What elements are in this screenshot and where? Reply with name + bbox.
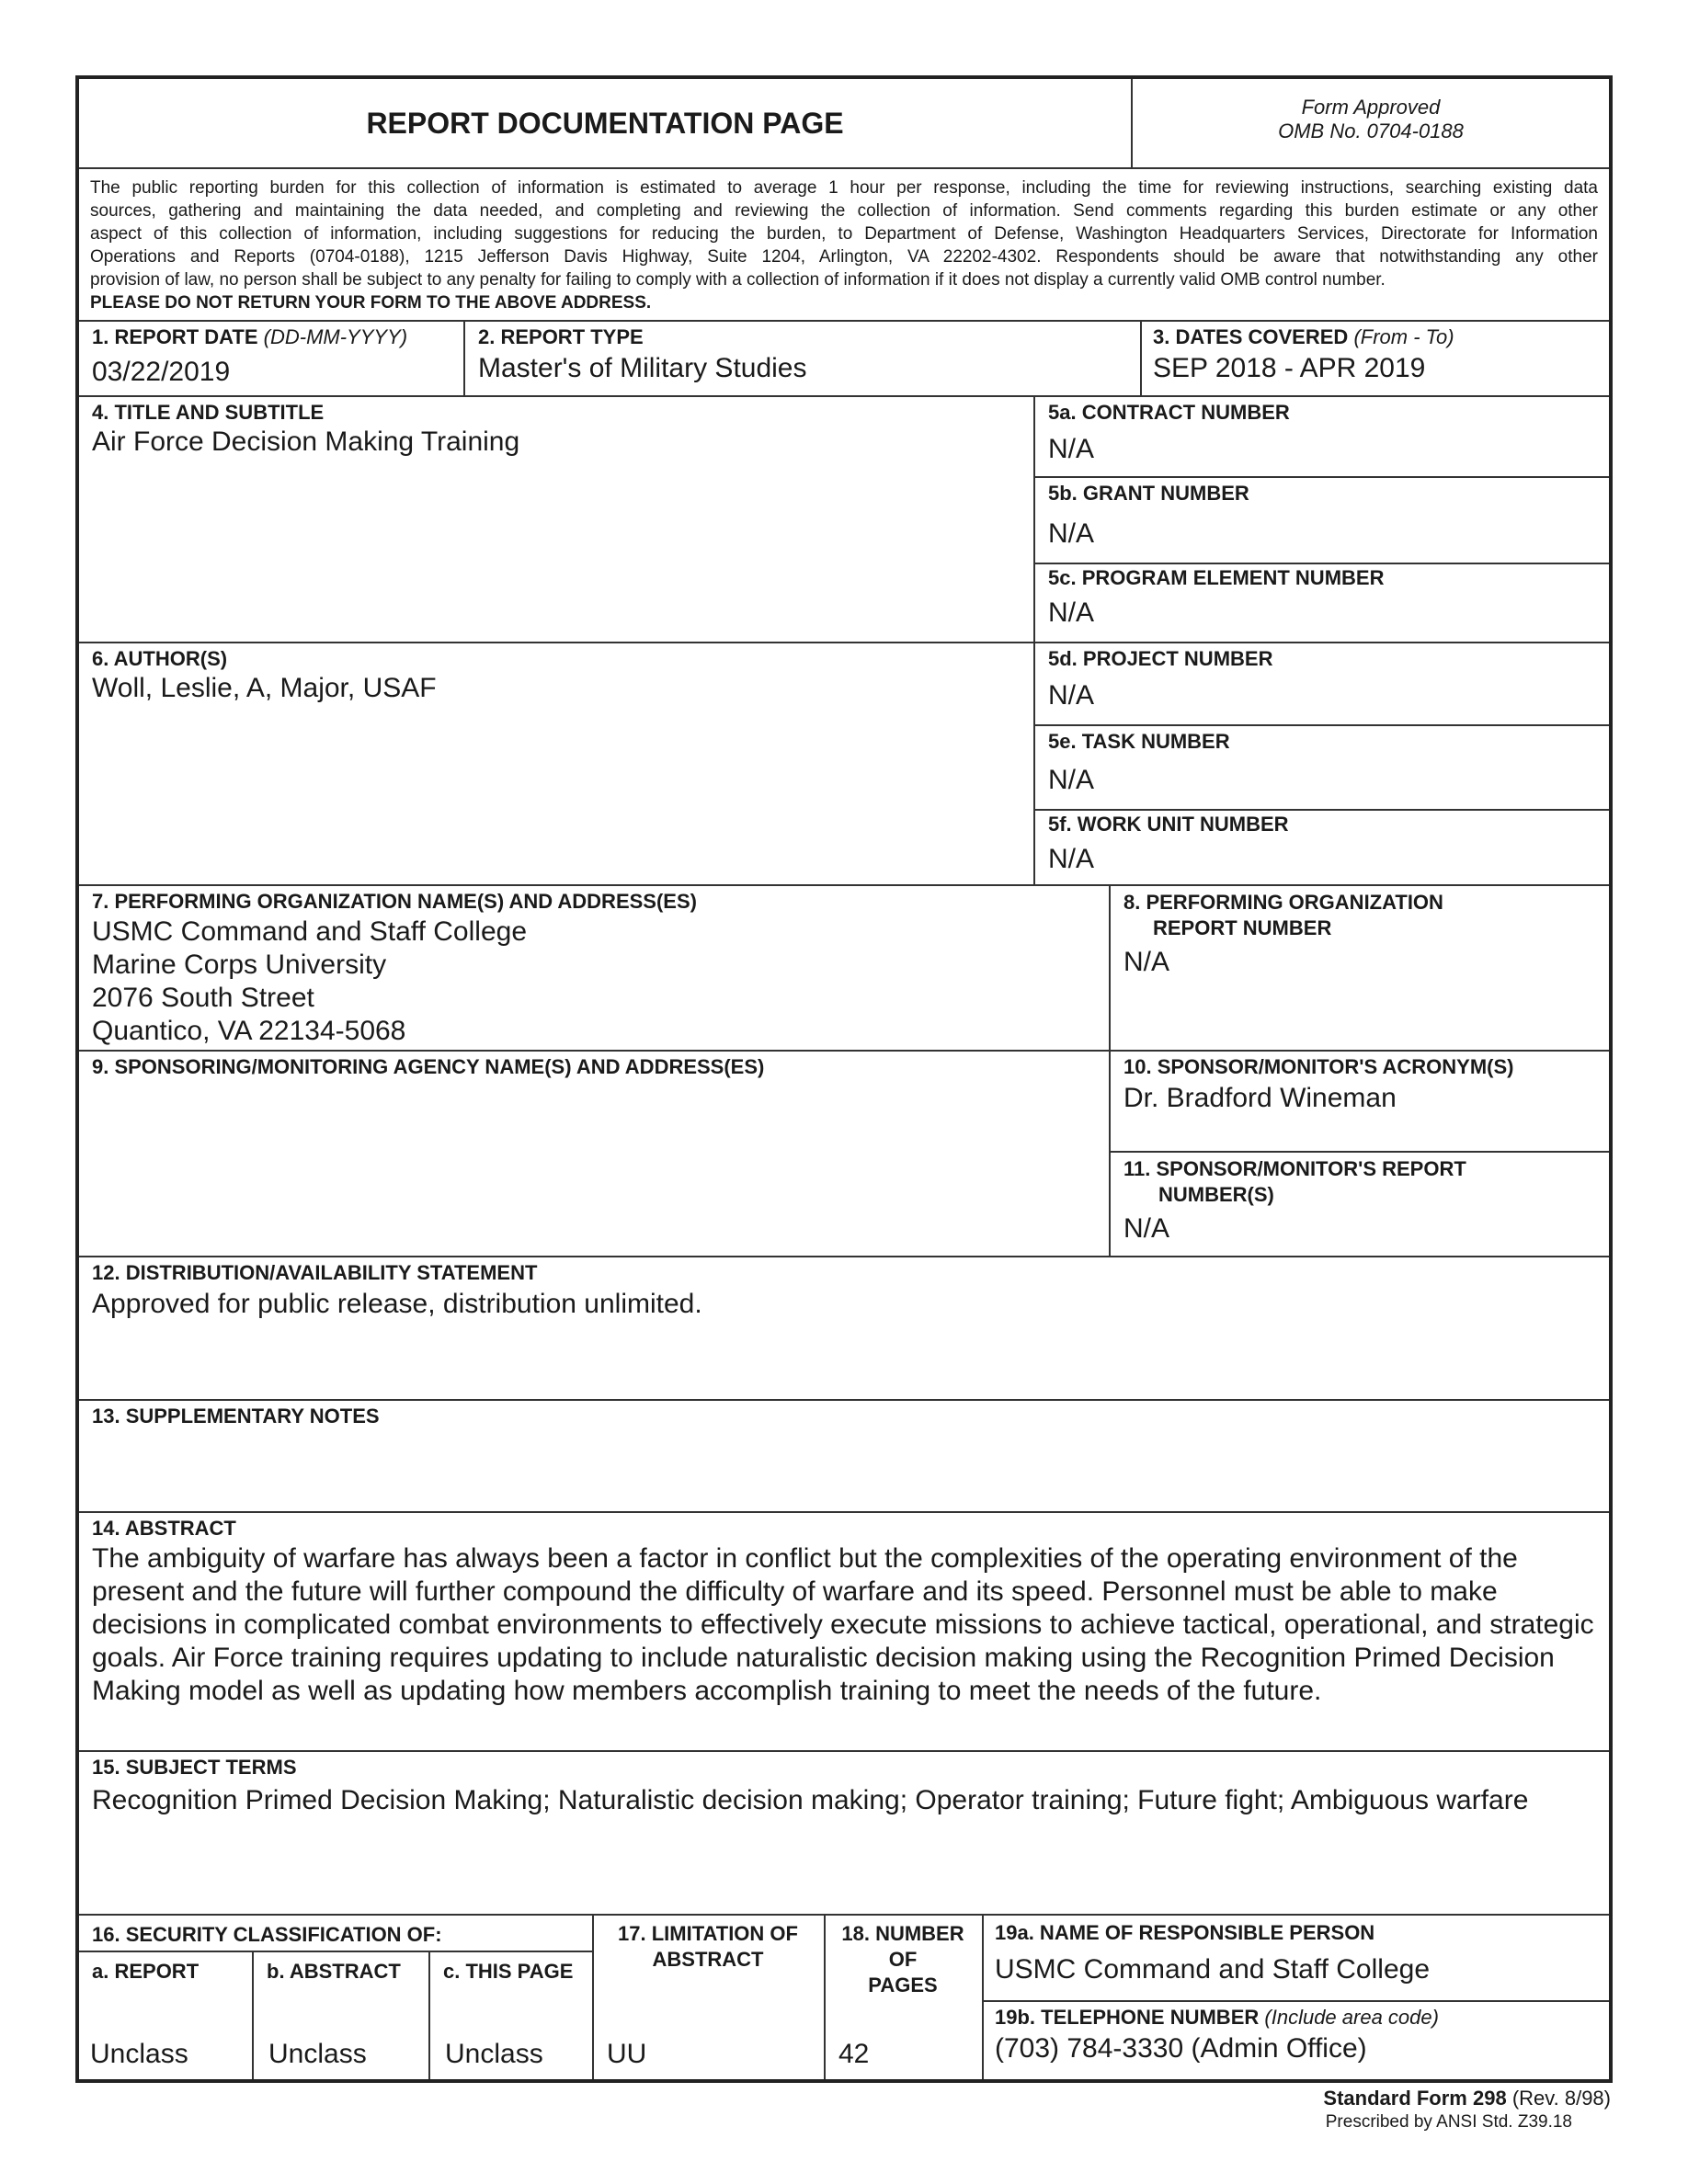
address-line: Quantico, VA 22134-5068 [92, 1016, 406, 1046]
divider [79, 1750, 1609, 1752]
report-date-field[interactable]: 03/22/2019 [92, 357, 231, 387]
telephone-field[interactable]: (703) 784-3330 (Admin Office) [995, 2033, 1367, 2064]
project-number-label: 5d. PROJECT NUMBER [1048, 647, 1273, 670]
title-field[interactable]: Air Force Decision Making Training [92, 427, 520, 457]
performing-org-field[interactable] [92, 916, 527, 1048]
performing-org-label: 7. PERFORMING ORGANIZATION NAME(S) AND ADDRESS(ES) [92, 890, 697, 913]
burden-statement [90, 176, 1598, 314]
address-line: Marine Corps University [92, 950, 387, 980]
page-title: REPORT DOCUMENTATION PAGE [366, 107, 844, 140]
abstract-line: The ambiguity of warfare has always been a factor in conflict but the complexities of the operating environment of the [92, 1543, 1518, 1574]
divider [1033, 563, 1609, 564]
security-report-field[interactable]: Unclass [90, 2039, 188, 2069]
burden-line: The public reporting burden for this collection of information is estimated to average 1 hour per response, including the time for reviewing instructions, searching existing data [90, 178, 1598, 198]
divider [79, 1050, 1609, 1052]
address-line: USMC Command and Staff College [92, 916, 527, 947]
sponsor-report-field[interactable]: N/A [1123, 1213, 1170, 1244]
burden-line: provision of law, no person shall be subject to any penalty for failing to comply with a collection of information if it does not display a currently valid OMB control number. [90, 270, 1386, 290]
telephone-label: 19b. TELEPHONE NUMBER (Include area code) [995, 2006, 1439, 2029]
abstract-field[interactable] [92, 1542, 1594, 1708]
distribution-label: 12. DISTRIBUTION/AVAILABILITY STATEMENT [92, 1261, 538, 1284]
abstract-line: present and the future will further compound the difficulty of warfare and its speed. Personnel must be able to make [92, 1576, 1498, 1607]
performing-org-report-field[interactable]: N/A [1123, 947, 1170, 977]
report-type-field[interactable]: Master's of Military Studies [478, 353, 807, 383]
divider [463, 320, 465, 395]
title-label: 4. TITLE AND SUBTITLE [92, 401, 325, 424]
prescribed-by-label: Prescribed by ANSI Std. Z39.18 [1325, 2112, 1572, 2132]
divider [79, 642, 1609, 643]
security-abstract-field[interactable]: Unclass [268, 2039, 367, 2069]
limitation-field[interactable]: UU [607, 2039, 647, 2069]
divider [1109, 1151, 1609, 1153]
sponsor-report-label: 11. SPONSOR/MONITOR'S REPORT NUMBER(S) [1123, 1157, 1466, 1206]
program-element-field[interactable]: N/A [1048, 597, 1095, 628]
burden-line: aspect of this collection of information, including suggestions for reducing the burden, to Department of Defense, Washington Headquarters Services, Directorate for Information [90, 224, 1598, 244]
number-of-pages-field[interactable]: 42 [838, 2039, 870, 2069]
divider [79, 1951, 592, 1952]
divider [1033, 395, 1035, 884]
subject-terms-label: 15. SUBJECT TERMS [92, 1756, 297, 1779]
sponsor-acronym-label: 10. SPONSOR/MONITOR'S ACRONYM(S) [1123, 1055, 1514, 1078]
security-this-page-field[interactable]: Unclass [445, 2039, 543, 2069]
responsible-person-field[interactable]: USMC Command and Staff College [995, 1954, 1430, 1985]
divider [79, 167, 1609, 169]
task-number-label: 5e. TASK NUMBER [1048, 730, 1230, 753]
abstract-label: 14. ABSTRACT [92, 1517, 236, 1540]
divider [1109, 884, 1111, 1256]
divider [1033, 809, 1609, 811]
grant-number-label: 5b. GRANT NUMBER [1048, 482, 1249, 505]
divider [982, 2000, 1609, 2002]
performing-org-report-label: 8. PERFORMING ORGANIZATION REPORT NUMBER [1123, 891, 1443, 939]
omb-number: OMB No. 0704-0188 [1278, 119, 1464, 142]
divider [1033, 724, 1609, 726]
abstract-line: Making model as well as updating how members accomplish training to meet the needs of the future. [92, 1676, 1322, 1706]
divider [79, 884, 1609, 886]
sponsoring-agency-label: 9. SPONSORING/MONITORING AGENCY NAME(S) AND ADDRESS(ES) [92, 1055, 765, 1078]
work-unit-field[interactable]: N/A [1048, 844, 1095, 874]
divider [79, 1511, 1609, 1513]
divider [79, 1399, 1609, 1401]
burden-line: sources, gathering and maintaining the data needed, and completing and reviewing the collection of information. Send comments regarding this burden estimate or any other [90, 201, 1598, 221]
divider [1140, 320, 1142, 395]
abstract-line: decisions in complicated combat environments to effectively execute missions to achieve tactical, operational, and strategic [92, 1610, 1594, 1640]
number-of-pages-label: 18. NUMBER OF PAGES [841, 1922, 964, 1996]
dates-covered-label: 3. DATES COVERED (From - To) [1153, 325, 1454, 348]
burden-warning: PLEASE DO NOT RETURN YOUR FORM TO THE ABOVE ADDRESS. [90, 293, 652, 313]
address-line: 2076 South Street [92, 983, 314, 1013]
task-number-field[interactable]: N/A [1048, 765, 1095, 795]
report-type-label: 2. REPORT TYPE [478, 325, 644, 348]
program-element-label: 5c. PROGRAM ELEMENT NUMBER [1048, 566, 1385, 589]
author-label: 6. AUTHOR(S) [92, 647, 228, 670]
supplementary-notes-label: 13. SUPPLEMENTARY NOTES [92, 1405, 380, 1428]
work-unit-label: 5f. WORK UNIT NUMBER [1048, 813, 1289, 836]
author-field[interactable]: Woll, Leslie, A, Major, USAF [92, 673, 437, 703]
form-approved-label: Form Approved [1301, 96, 1441, 119]
responsible-person-label: 19a. NAME OF RESPONSIBLE PERSON [995, 1921, 1375, 1944]
grant-number-field[interactable]: N/A [1048, 518, 1095, 549]
divider [79, 1914, 1609, 1916]
divider [428, 1951, 430, 2079]
subject-terms-field[interactable]: Recognition Primed Decision Making; Naturalistic decision making; Operator training; Future fight; Ambiguous warfare [92, 1785, 1529, 1815]
divider [252, 1951, 254, 2079]
report-date-label: 1. REPORT DATE (DD-MM-YYYY) [92, 325, 408, 348]
burden-line: Operations and Reports (0704-0188), 1215 Jefferson Davis Highway, Suite 1204, Arlington, VA 22202-4302. Respondents should be aware that notwithstanding any other [90, 247, 1598, 267]
project-number-field[interactable]: N/A [1048, 680, 1095, 711]
abstract-line: goals. Air Force training requires updating to include naturalistic decision making using the Recognition Primed Decision [92, 1643, 1555, 1673]
divider [982, 1914, 984, 2079]
contract-number-label: 5a. CONTRACT NUMBER [1048, 401, 1290, 424]
divider [79, 1256, 1609, 1257]
security-classification-label: 16. SECURITY CLASSIFICATION OF: [92, 1923, 442, 1946]
divider [79, 320, 1609, 322]
security-this-page-label: c. THIS PAGE [443, 1960, 574, 1983]
standard-form-label: Standard Form 298 (Rev. 8/98) [1323, 2087, 1611, 2110]
security-report-label: a. REPORT [92, 1960, 200, 1983]
contract-number-field[interactable]: N/A [1048, 434, 1095, 464]
distribution-field[interactable]: Approved for public release, distribution unlimited. [92, 1289, 702, 1319]
security-abstract-label: b. ABSTRACT [267, 1960, 401, 1983]
divider [1033, 476, 1609, 478]
dates-covered-field[interactable]: SEP 2018 - APR 2019 [1153, 353, 1426, 383]
divider [79, 395, 1609, 397]
report-documentation-form [75, 75, 1613, 2083]
sponsor-acronym-field[interactable]: Dr. Bradford Wineman [1123, 1083, 1397, 1113]
limitation-label: 17. LIMITATION OF ABSTRACT [618, 1922, 798, 1971]
